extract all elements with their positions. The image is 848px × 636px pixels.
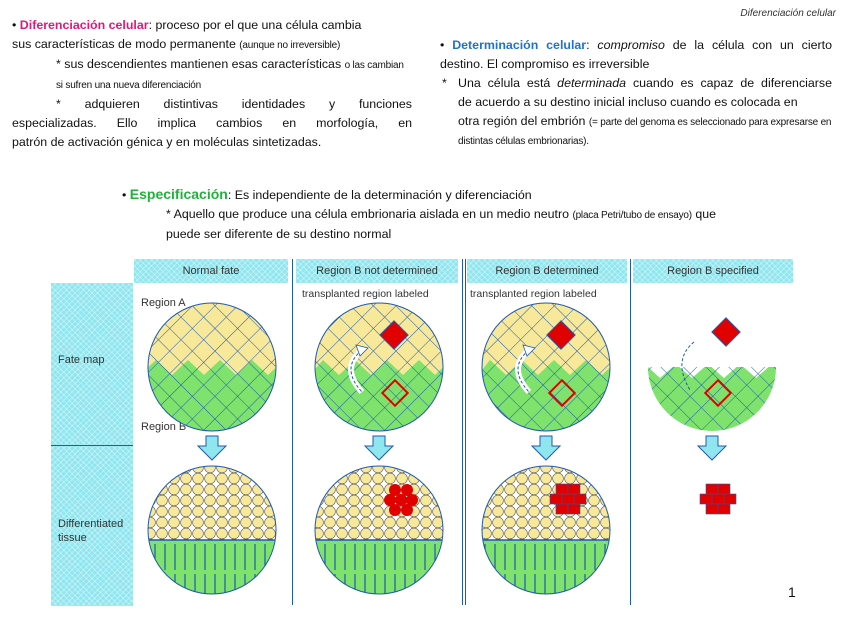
col-header-specified: Region B specified: [633, 259, 793, 283]
transplant-label-1: transplanted region labeled: [302, 288, 429, 300]
esp-a: * Aquello que produce una célula embrionaria aislada en un medio neutro: [166, 207, 569, 221]
diferenciacion-term: Diferenciación celular: [19, 18, 149, 32]
tissue-determined: [478, 460, 628, 600]
especificacion-def: : Es independiente de la determinación y diferenciación: [227, 188, 532, 202]
esp-small: (placa Petri/tubo de ensayo): [572, 210, 692, 221]
determinacion-def: de la célula con un cierto: [664, 38, 832, 52]
det-point-line4: distintas células embrionarias).: [458, 136, 589, 147]
det-a: Una célula está: [458, 76, 558, 90]
region-b-label: Region B: [141, 421, 187, 433]
bullet: •: [12, 18, 17, 32]
star: *: [442, 76, 447, 90]
sep: :: [586, 38, 598, 52]
det-italic: determinada: [557, 76, 627, 90]
bullet: •: [440, 38, 445, 52]
det-line3-small: (= parte del genoma es seleccionado para expresarse en: [588, 117, 832, 128]
det-line3-a: otra región del embrión: [458, 114, 589, 128]
col-header-normal: Normal fate: [134, 259, 288, 283]
fate-map-normal: [140, 300, 290, 440]
row-label-tissue: Differentiated tissue: [58, 518, 124, 544]
transplant-label-2: transplanted region labeled: [470, 288, 597, 300]
esp-b: que: [691, 207, 717, 221]
point1-text: * sus descendientes mantienen esas características: [56, 57, 342, 71]
tissue-not-determined: [310, 460, 460, 600]
point1-small: o las cambian si sufren una nueva diferenciación: [56, 60, 404, 91]
det-b: cuando es capaz de diferenciarse: [626, 76, 832, 90]
col-header-determined: Region B determined: [467, 259, 627, 283]
point2-line1: * adquieren distintivas identidades y funciones: [56, 97, 412, 111]
especificacion-line3: puede ser diferente de su destino normal: [166, 227, 392, 241]
point2-line3: patrón de activación génica y en moléculas sintetizadas.: [12, 135, 322, 149]
fate-map-not-determined: [310, 300, 460, 440]
bullet: •: [122, 188, 127, 202]
diferenciacion-note: (aunque no irreversible): [239, 40, 341, 51]
corner-title: Diferenciación celular: [740, 8, 836, 19]
diferenciacion-def-cont: sus características de modo permanente: [12, 37, 236, 51]
point2-line2: especializadas. Ello implica cambios en morfología, en: [12, 116, 412, 130]
tissue-normal: [140, 460, 290, 600]
col-header-not-determined: Region B not determined: [296, 259, 458, 283]
fate-map-determined: [478, 300, 628, 440]
determinacion-term: Determinación celular: [452, 38, 587, 52]
row-label-fate-map: Fate map: [58, 354, 105, 366]
determinacion-line2: destino. El compromiso es irreversible: [440, 57, 650, 71]
down-arrows: [198, 436, 726, 460]
det-point-line2: de acuerdo a su destino inicial incluso cuando es colocada en: [458, 95, 798, 109]
compromiso-word: compromiso: [597, 38, 665, 52]
red-cells-specified: [700, 484, 736, 514]
especificacion-term: Especificación: [129, 186, 228, 202]
region-a-label: Region A: [141, 297, 186, 309]
isolated-piece: [712, 318, 740, 346]
diferenciacion-def: : proceso por el que una célula cambia: [148, 18, 362, 32]
page-number: 1: [788, 584, 796, 600]
